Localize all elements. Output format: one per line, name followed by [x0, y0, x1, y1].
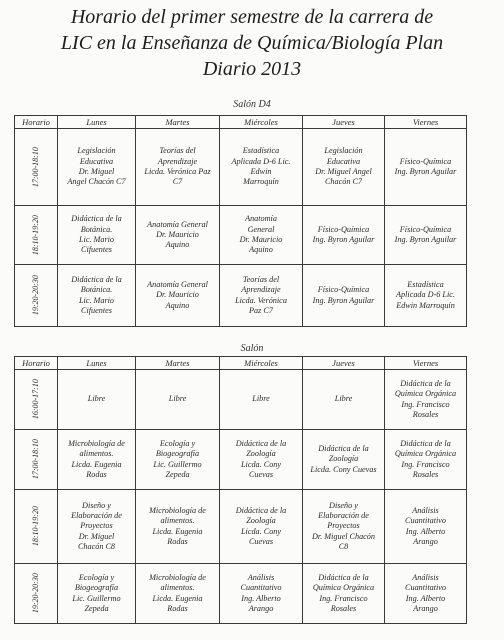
header-martes: Martes	[136, 357, 220, 370]
title-line-1: Horario del primer semestre de la carrera de	[70, 6, 434, 28]
table-row	[15, 564, 467, 624]
title-line-2: LIC en la Enseñanza de Química/Biología Plan	[60, 32, 444, 54]
header-jueves: Jueves	[303, 357, 385, 370]
header-horario: Horario	[15, 357, 58, 370]
header-viernes: Viernes	[385, 357, 467, 370]
table-row	[15, 129, 467, 206]
class-cell: Diseño y Elaboración de Proyectos Dr. Miguel Chacón C8	[58, 490, 136, 564]
class-cell: Libre	[136, 370, 220, 430]
table-row	[15, 430, 467, 490]
table-row	[15, 370, 467, 430]
time-cell: 19:20-20:30	[15, 564, 58, 624]
time-cell: 17:00-18:10	[15, 129, 58, 206]
schedule-table-2	[14, 356, 467, 624]
class-cell: Teorías del Aprendizaje Licda. Verónica Paz C7	[220, 265, 303, 327]
header-horario: Horario	[15, 116, 58, 129]
table-row	[15, 265, 467, 327]
salon-label-2: Salón	[240, 343, 264, 354]
header-row	[15, 357, 467, 370]
time-cell: 17:00-18:10	[15, 430, 58, 490]
class-cell: Didáctica de la Zoología Licda. Cony Cuevas	[220, 430, 303, 490]
schedule-table-1	[14, 115, 467, 327]
class-cell: Estadística Aplicada D-6 Lic. Edwin Marroquín	[385, 265, 467, 327]
table-row	[15, 490, 467, 564]
class-cell: Físico-Química Ing. Byron Aguilar	[385, 206, 467, 265]
class-cell: Didáctica de la Zoología Licda. Cony Cuevas	[303, 430, 385, 490]
class-cell: Físico-Química Ing. Byron Aguilar	[303, 265, 385, 327]
class-cell: Ecología y Biogeografía Lic. Guillermo Zepeda	[136, 430, 220, 490]
class-cell: Diseño y Elaboración de Proyectos Dr. Miguel Chacón C8	[303, 490, 385, 564]
class-cell: Microbiología de alimentos. Licda. Eugenia Rodas	[136, 564, 220, 624]
class-cell: Didáctica de la Zoología Licda. Cony Cuevas	[220, 490, 303, 564]
class-cell: Análisis Cuantitativo Ing. Alberto Arango	[385, 564, 467, 624]
class-cell: Didáctica de la Química Orgánica Ing. Francisco Rosales	[385, 430, 467, 490]
class-cell: Legislación Educativa Dr. Miguel Angel Chacón C7	[58, 129, 136, 206]
title-line-3: Diario 2013	[202, 58, 302, 80]
class-cell: Didáctica de la Química Orgánica Ing. Francisco Rosales	[385, 370, 467, 430]
salon-label-1: Salón D4	[233, 99, 271, 110]
header-martes: Martes	[136, 116, 220, 129]
class-cell: Ecología y Biogeografía Lic. Guillermo Zepeda	[58, 564, 136, 624]
class-cell: Anatomía General Dr. Mauricio Aquino	[136, 265, 220, 327]
class-cell: Estadística Aplicada D-6 Lic. Edwin Marroquín	[220, 129, 303, 206]
header-viernes: Viernes	[385, 116, 467, 129]
class-cell: Didáctica de la Química Orgánica Ing. Francisco Rosales	[303, 564, 385, 624]
class-cell: Físico-Química Ing. Byron Aguilar	[303, 206, 385, 265]
class-cell: Físico-Química Ing. Byron Aguilar	[385, 129, 467, 206]
header-miercoles: Miércoles	[220, 357, 303, 370]
class-cell: Teorías del Aprendizaje Licda. Verónica Paz C7	[136, 129, 220, 206]
time-cell: 19:20-20:30	[15, 265, 58, 327]
time-cell: 16:00-17:10	[15, 370, 58, 430]
header-jueves: Jueves	[303, 116, 385, 129]
class-cell: Libre	[58, 370, 136, 430]
class-cell: Anatomía General Dr. Mauricio Aquino	[220, 206, 303, 265]
class-cell: Análisis Cuantitativo Ing. Alberto Arango	[385, 490, 467, 564]
class-cell: Legislación Educativa Dr. Miguel Angel Chacón C7	[303, 129, 385, 206]
header-lunes: Lunes	[58, 357, 136, 370]
class-cell: Didáctica de la Botánica. Lic. Mario Cifuentes	[58, 265, 136, 327]
class-cell: Microbiología de alimentos. Licda. Eugenia Rodas	[58, 430, 136, 490]
class-cell: Libre	[303, 370, 385, 430]
table-row	[15, 206, 467, 265]
header-miercoles: Miércoles	[220, 116, 303, 129]
class-cell: Análisis Cuantitativo Ing. Alberto Arango	[220, 564, 303, 624]
time-cell: 18:10-19:20	[15, 206, 58, 265]
header-lunes: Lunes	[58, 116, 136, 129]
document-title	[0, 4, 504, 82]
class-cell: Didáctica de la Botánica. Lic. Mario Cifuentes	[58, 206, 136, 265]
class-cell: Libre	[220, 370, 303, 430]
class-cell: Microbiología de alimentos. Licda. Eugenia Rodas	[136, 490, 220, 564]
class-cell: Anatomía General Dr. Mauricio Aquino	[136, 206, 220, 265]
header-row	[15, 116, 467, 129]
time-cell: 18:10-19:20	[15, 490, 58, 564]
